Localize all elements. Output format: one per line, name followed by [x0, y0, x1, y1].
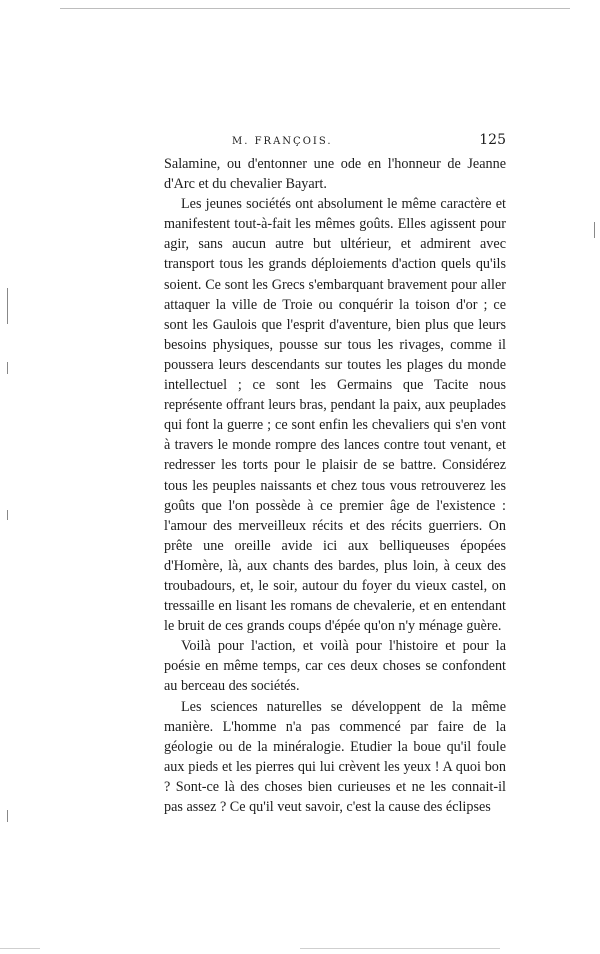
- page-number: 125: [479, 132, 506, 148]
- margin-mark: [7, 362, 8, 374]
- bottom-edge-line: [300, 948, 500, 949]
- margin-mark: [594, 222, 595, 238]
- bottom-edge-line: [0, 948, 40, 949]
- paragraph-continuation: Salamine, ou d'entonner une ode en l'honneur de Jeanne d'Arc et du chevalier Bayart.: [164, 156, 506, 193]
- paragraph: Les sciences naturelles se développent de la même manière. L'homme n'a pas commencé par faire de la géologie ou de la minéralogie. Etudier la boue qu'il foule aux pieds et les pierres qui lui crèvent les yeux ! A quoi bon ? Sont-ce là des choses bien curieuses et ne les connait-il pas assez ? Ce qu'il veut savoir, c'est la cause des éclipses: [164, 698, 506, 815]
- top-edge-line: [60, 8, 570, 9]
- running-head: M. FRANÇOIS.: [232, 136, 333, 147]
- margin-mark: [7, 810, 8, 822]
- page-header: [164, 132, 506, 152]
- margin-mark: [7, 510, 8, 520]
- paragraph: Voilà pour l'action, et voilà pour l'histoire et pour la poésie en même temps, car ces deux choses se confondent au berceau des sociétés.: [164, 638, 506, 695]
- body-text: [164, 154, 506, 817]
- paragraph: Les jeunes sociétés ont absolument le même caractère et manifestent tout-à-fait les mêmes goûts. Elles agissent pour agir, sans aucun autre but ultérieur, et admirent avec transport tous les grands déploiements d'action quels qu'ils soient. Ce sont les Grecs s'embarquant bravement pour aller attaquer la ville de Troie ou conquérir la toison d'or ; ce sont les Gaulois que l'esprit d'aventure, bien plus que leurs besoins physiques, pousse sur tous les rivages, comme il poussera leurs descendants sur toutes les plages du monde intellectuel ; ce sont les Germains que Tacite nous représente offrant leurs bras, pendant la paix, aux peuplades qui font la guerre ; ce sont enfin les chevaliers qui s'en vont à travers le monde rompre des lances contre tout venant, et redresser les torts pour le plaisir de se battre. Considérez tous les peuples naissants et chez tous vous retrouverez les goûts que l'on possède à ce premier âge de l'existence : l'amour des merveilleux récits et des récits guerriers. On prête une oreille avide ici aux belliqueuses épopées d'Homère, là, aux chants des bardes, plus loin, à ceux des troubadours, et, le soir, autour du foyer du vieux castel, on tressaille en lisant les romans de chevalerie, et en entendant le bruit de ces grands coups d'épée qu'on n'y ménage guère.: [164, 196, 506, 635]
- margin-mark: [7, 288, 8, 324]
